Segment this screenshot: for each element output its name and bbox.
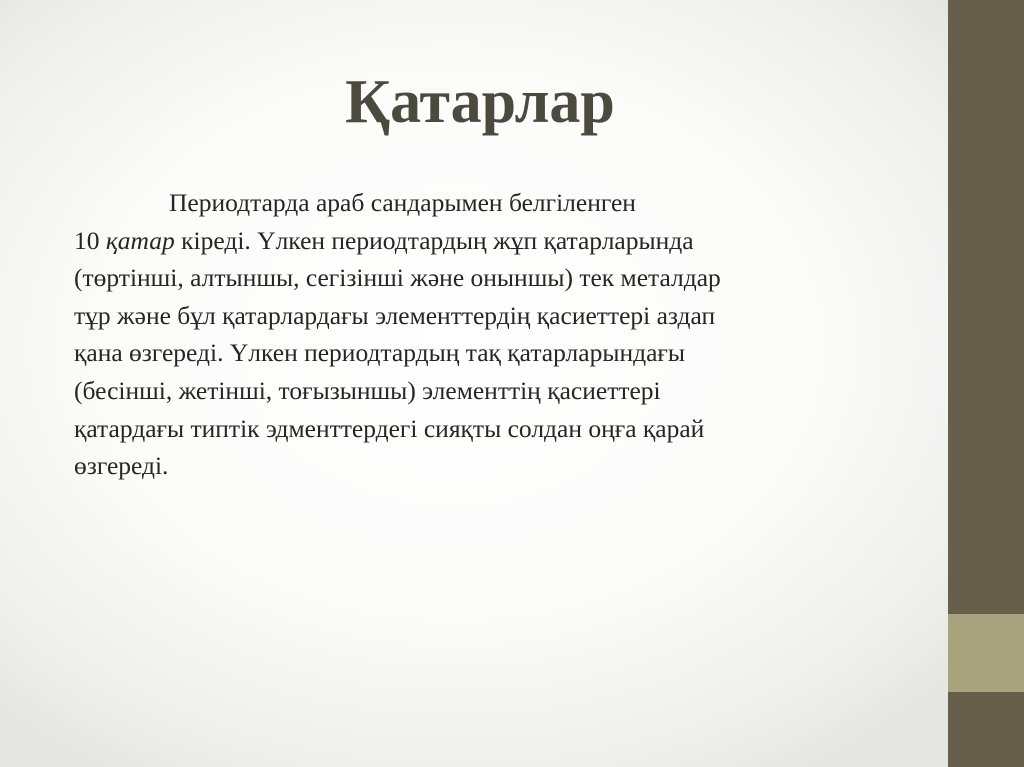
paragraph-line-5: қана өзгереді. Үлкен периодтардың тақ қатарларындағы bbox=[74, 338, 685, 368]
line-text: Периодтарда араб сандарымен белгіленген bbox=[169, 188, 636, 217]
slide-title: Қатарлар bbox=[345, 68, 615, 136]
line-text-end: кіреді. Үлкен периодтардың жұп қатарларында bbox=[174, 225, 694, 255]
paragraph-line-2 bbox=[74, 222, 884, 260]
sidebar-accent-block bbox=[948, 614, 1024, 692]
paragraph-line-8: өзгереді. bbox=[74, 451, 169, 481]
paragraph-line-4: тұр және бұл қатарлардағы элементтердің қасиеттері аздап bbox=[74, 300, 716, 330]
paragraph-line-6: (бесінші, жетінші, тоғызыншы) элементтің қасиеттері bbox=[74, 375, 661, 405]
body-paragraph bbox=[74, 184, 884, 485]
italic-term: қатар bbox=[105, 225, 175, 255]
paragraph-line-1 bbox=[74, 184, 884, 222]
line-text-start: 10 bbox=[74, 225, 106, 255]
paragraph-line-3: (төртінші, алтыншы, сегізінші және оныншы) тек металдар bbox=[74, 263, 721, 293]
paragraph-line-7: қатардағы типтік эдменттердегі сияқты солдан оңға қарай bbox=[74, 413, 705, 443]
